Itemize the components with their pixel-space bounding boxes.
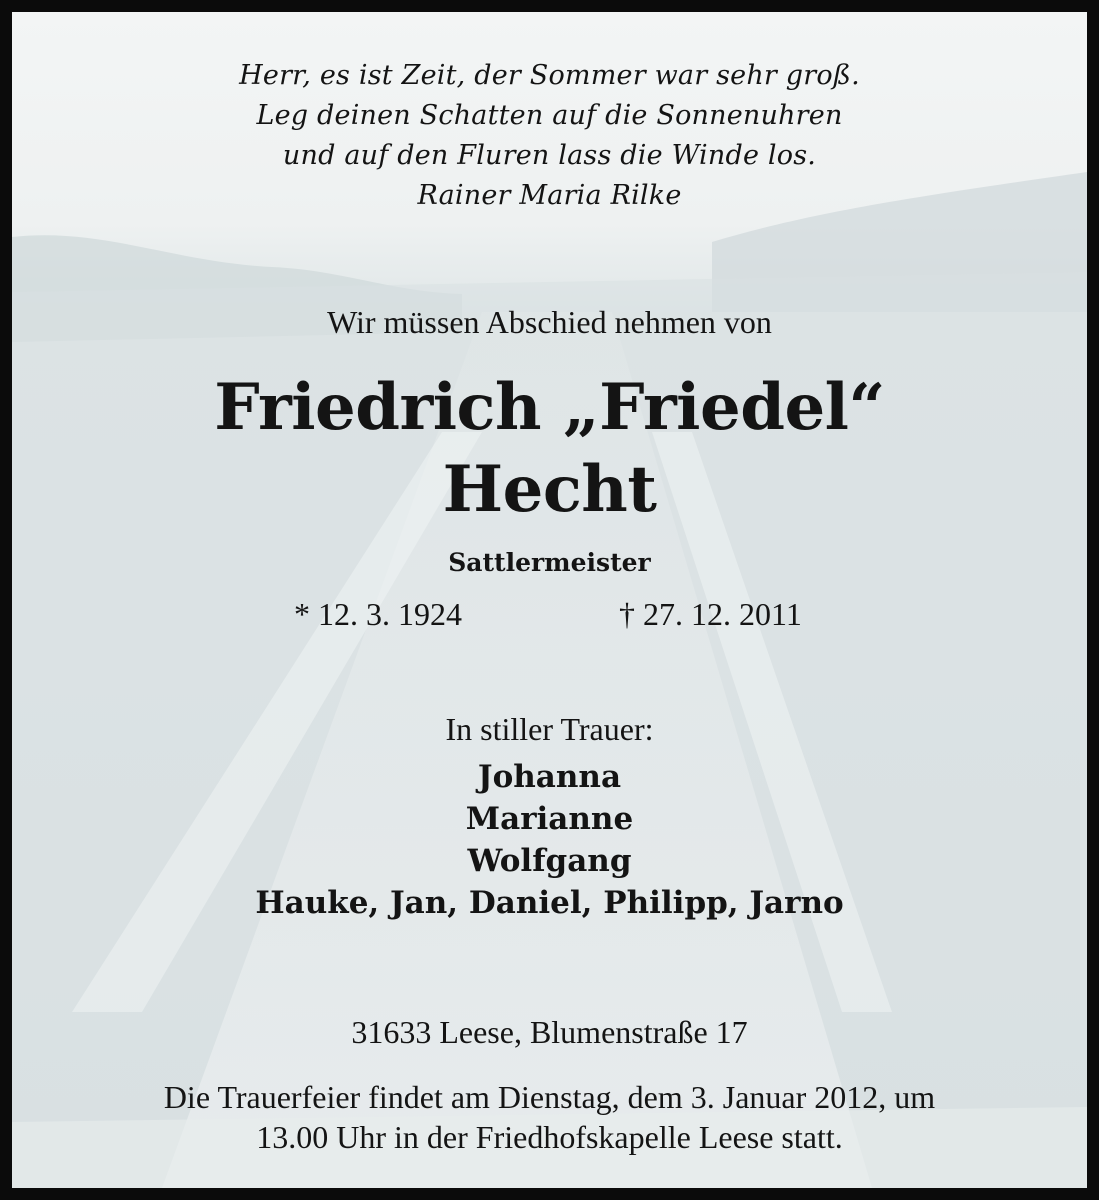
poem-line: und auf den Fluren lass die Winde los. — [282, 140, 817, 171]
ceremony-line: Die Trauerfeier findet am Dienstag, dem 3. Januar 2012, um — [163, 1079, 936, 1115]
deceased-name — [12, 367, 1087, 531]
mourners-list — [12, 756, 1087, 924]
death-date: † 27. 12. 2011 — [619, 596, 802, 632]
farewell-intro: Wir müssen Abschied nehmen von — [327, 304, 772, 340]
birth-date: * 12. 3. 1924 — [294, 596, 462, 632]
poem-author: Rainer Maria Rilke — [417, 180, 682, 211]
profession: Sattlermeister — [448, 548, 651, 577]
mourner-name: Marianne — [465, 801, 634, 837]
ceremony-info — [12, 1077, 1087, 1157]
mourner-name: Johanna — [477, 759, 622, 795]
poem — [12, 56, 1087, 216]
address: 31633 Leese, Blumenstraße 17 — [351, 1014, 748, 1050]
poem-line: Leg deinen Schatten auf die Sonnenuhren — [256, 100, 843, 131]
mourner-name: Wolfgang — [467, 843, 632, 879]
poem-line: Herr, es ist Zeit, der Sommer war sehr groß. — [239, 60, 860, 91]
mourning-heading: In stiller Trauer: — [445, 711, 654, 747]
ceremony-line: 13.00 Uhr in der Friedhofskapelle Leese statt. — [256, 1119, 843, 1155]
deceased-name-line: Friedrich „Friedel“ — [214, 370, 885, 445]
mourner-name: Hauke, Jan, Daniel, Philipp, Jarno — [255, 885, 844, 921]
deceased-surname: Hecht — [442, 452, 657, 527]
